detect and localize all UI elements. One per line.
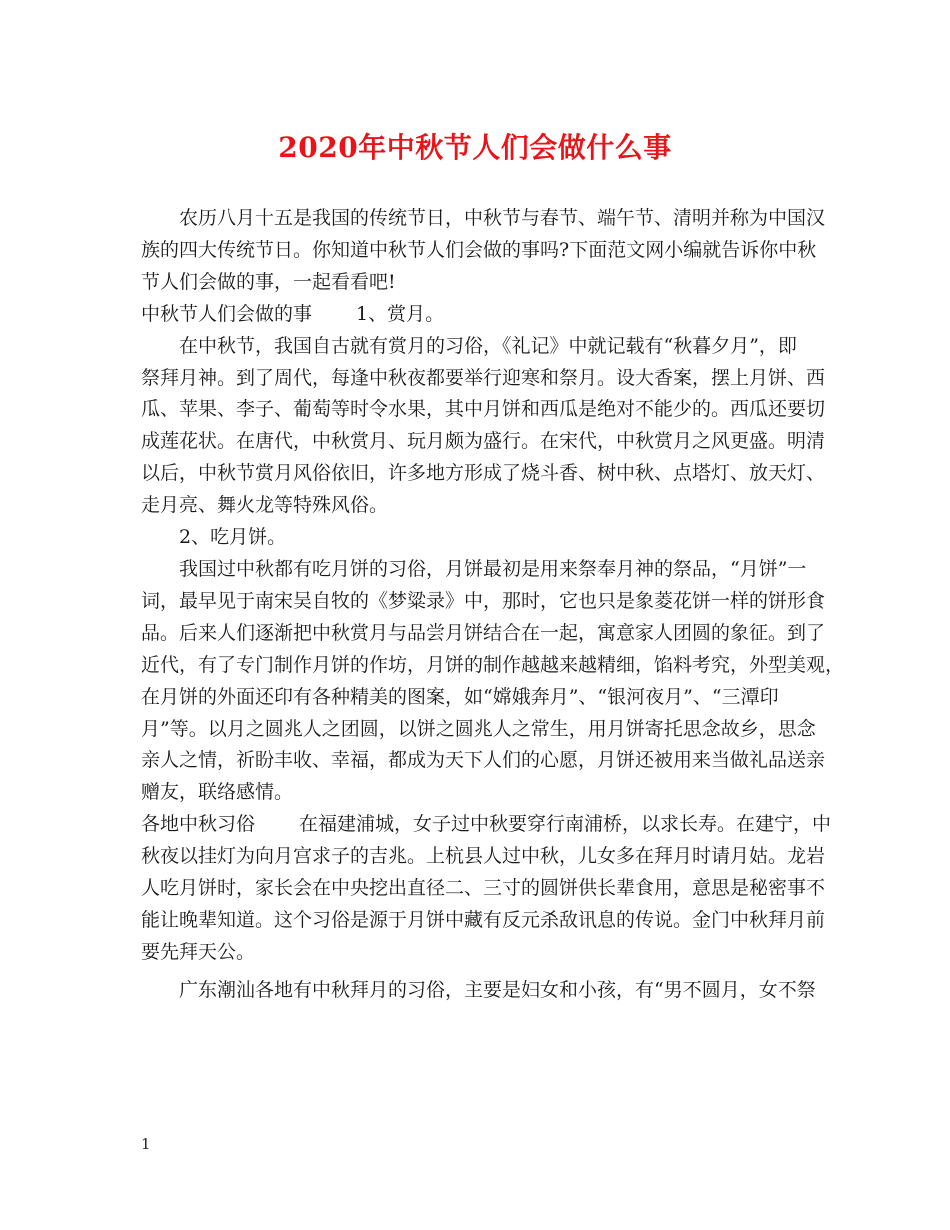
intro-line: 节人们会做的事，一起看看吧!: [141, 270, 396, 293]
document-body: [141, 203, 845, 1007]
paragraph-line: 赠友，联络感情。: [141, 781, 294, 804]
paragraph-line: 人吃月饼时，家长会在中央挖出直径二、三寸的圆饼供长辈食用，意思是秘密事不: [141, 877, 826, 900]
paragraph-line: 在中秋节，我国自古就有赏月的习俗，《礼记》中就记载有“秋暮夕月”，即: [179, 334, 797, 357]
moon-viewing-paragraph: [141, 331, 826, 522]
page-number: 1: [141, 1135, 151, 1153]
paragraph-line: 在福建浦城，女子过中秋要穿行南浦桥，以求长寿。在建宁，中: [299, 813, 832, 836]
intro-line: 族的四大传统节日。你知道中秋节人们会做的事吗?下面范文网小编就告诉你中秋: [141, 238, 817, 261]
paragraph-line: 瓜、苹果、李子、葡萄等时令水果，其中月饼和西瓜是绝对不能少的。西瓜还要切: [141, 398, 826, 421]
paragraph-line: 成莲花状。在唐代，中秋赏月、玩月颇为盛行。在宋代，中秋赏月之风更盛。明清: [141, 430, 826, 453]
paragraph-line: 我国过中秋都有吃月饼的习俗，月饼最初是用来祭奉月神的祭品，“月饼”一: [179, 557, 807, 580]
paragraph-line: 品。后来人们逐渐把中秋赏月与品尝月饼结合在一起，寓意家人团圆的象征。到了: [141, 621, 826, 644]
customs-paragraph: [141, 809, 832, 969]
paragraph-line: 走月亮、舞火龙等特殊风俗。: [141, 494, 389, 517]
paragraph-line: 亲人之情，祈盼丰收、幸福，都成为天下人们的心愿，月饼还被用来当做礼品送亲: [141, 749, 826, 772]
list-item-moon-viewing: 1、赏月。: [356, 302, 445, 325]
paragraph-line: 在月饼的外面还印有各种精美的图案，如“嫦娥奔月”、“银河夜月”、“三潭印: [141, 685, 779, 708]
guangdong-paragraph: [141, 975, 816, 1007]
intro-paragraph: [141, 203, 826, 299]
list-item-mooncake: 2、吃月饼。: [179, 526, 287, 549]
paragraph-line: 广东潮汕各地有中秋拜月的习俗，主要是妇女和小孩，有“男不圆月，女不祭: [179, 978, 816, 1001]
paragraph-line: 要先拜天公。: [141, 940, 256, 963]
paragraph-line: 以后，中秋节赏月风俗依旧，许多地方形成了烧斗香、树中秋、点塔灯、放天灯、: [141, 462, 826, 485]
paragraph-line: 能让晚辈知道。这个习俗是源于月饼中藏有反元杀敌讯息的传说。金门中秋拜月前: [141, 908, 826, 931]
paragraph-line: 祭拜月神。到了周代，每逢中秋夜都要举行迎寒和祭月。设大香案，摆上月饼、西: [141, 366, 826, 389]
paragraph-line: 近代，有了专门制作月饼的作坊，月饼的制作越越来越精细，馅料考究，外型美观，: [141, 653, 845, 676]
section-heading: 中秋节人们会做的事: [141, 302, 313, 325]
intro-line: 农历八月十五是我国的传统节日，中秋节与春节、端午节、清明并称为中国汉: [179, 207, 826, 229]
paragraph-line: 月”等。以月之圆兆人之团圆，以饼之圆兆人之常生，用月饼寄托思念故乡，思念: [141, 717, 816, 740]
mooncake-paragraph: [141, 554, 845, 809]
list-item-mooncake-row: [141, 522, 816, 554]
paragraph-line: 秋夜以挂灯为向月宫求子的吉兆。上杭县人过中秋，儿女多在拜月时请月姑。龙岩: [141, 845, 826, 868]
paragraph-line: 词，最早见于南宋吴自牧的《梦粱录》中，那时，它也只是象菱花饼一样的饼形食: [141, 589, 826, 612]
document-title: 2020年中秋节人们会做什么事: [278, 131, 672, 164]
section-heading-row: [141, 299, 816, 331]
section-heading: 各地中秋习俗: [141, 813, 256, 836]
